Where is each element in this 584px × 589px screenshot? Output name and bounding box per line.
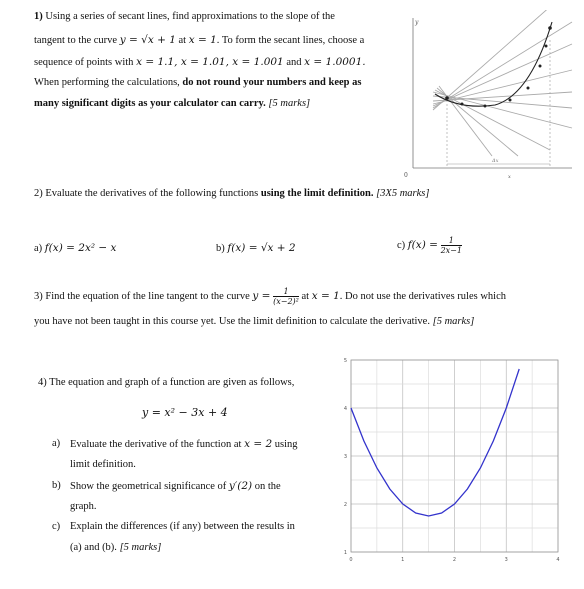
q4-chart-grid — [351, 360, 558, 552]
q3-math-x: x = 1 — [311, 289, 340, 302]
q1-line1 — [34, 10, 335, 24]
secant-point-3 — [509, 99, 512, 102]
q1-text-2c: . To form the secant lines, choose a — [216, 35, 365, 46]
secant-y-label: y — [415, 19, 419, 26]
q1-text-2a: tangent to the curve — [34, 35, 120, 46]
y-tick-label: 5 — [343, 358, 347, 364]
q2-part-a — [34, 241, 116, 256]
q4-function-chart — [340, 354, 572, 572]
q3-frac-num: 1 — [273, 287, 299, 297]
secant-point-4 — [527, 87, 530, 90]
x-tick-label: 0 — [349, 557, 353, 563]
q2-a-math: f(x) = 2x² − x — [44, 242, 117, 254]
q4-prompt: 4) The equation and graph of a function are given as follows, — [38, 377, 295, 388]
secant-figure — [400, 10, 576, 182]
secant-point-p — [445, 96, 449, 100]
secant-points — [445, 26, 552, 107]
q4-item-a-line2: limit definition. — [70, 459, 136, 470]
secant-point-5 — [539, 65, 542, 68]
secant-curve — [435, 22, 552, 106]
q2-text-bold: using the limit definition. — [260, 188, 374, 199]
q1-text-5-bold: many significant digits as your calculator can carry. — [34, 98, 266, 109]
q1-marks: [5 marks] — [268, 98, 311, 109]
q4-item-a-math: x = 2 — [244, 438, 273, 450]
q4-item-a — [52, 437, 298, 470]
y-tick-label: 3 — [343, 454, 347, 460]
secant-x-label: x — [508, 174, 511, 180]
q4-equation: y = x² − 3x + 4 — [142, 406, 228, 419]
q3-text-2: you have not been taught in this course yet. Use the limit definition to calculate the derivative. — [34, 316, 430, 327]
q3-text-c: . Do not use the derivatives rules which — [339, 290, 506, 302]
q4-item-c-line1: Explain the differences (if any) between the results in — [70, 521, 295, 532]
y-tick-label: 2 — [343, 502, 347, 508]
q2-b-label: b) — [216, 243, 225, 254]
x-tick-label: 4 — [556, 557, 560, 563]
q4-item-a-text: Evaluate the derivative of the function at — [70, 439, 245, 450]
q1-text-1: Using a series of secant lines, find approximations to the slope of the — [45, 11, 335, 22]
q4-item-b-line1 — [70, 479, 281, 494]
q1-number: 1) — [34, 11, 43, 22]
q1-line2 — [34, 33, 364, 48]
q1-math-seq-last: x = 1.0001. — [304, 56, 366, 68]
q2-b-math: f(x) = √x + 2 — [227, 242, 296, 254]
q4-item-b-text: Show the geometrical significance of — [70, 481, 229, 492]
q3-text-b: at — [298, 290, 312, 302]
q4-item-c-label: c) — [52, 521, 61, 532]
q4-chart-ticks — [344, 358, 560, 563]
q3-frac-den: (x−2)² — [273, 297, 299, 306]
secant-point-1 — [461, 103, 464, 106]
q4-item-a-label: a) — [52, 438, 61, 449]
q3-line1 — [34, 287, 506, 306]
q2-c-label: c) — [397, 239, 406, 251]
q3-marks: [5 marks] — [432, 316, 475, 327]
q2-a-label: a) — [34, 243, 43, 254]
q2-c-num: 1 — [441, 236, 462, 246]
q4-item-c — [52, 520, 295, 553]
q1-text-3b: and — [283, 57, 305, 68]
q2-c-fraction — [441, 236, 462, 255]
secant-origin-label: 0 — [404, 172, 408, 179]
secant-dx-label: Δx — [492, 158, 499, 164]
q4-item-b — [52, 479, 281, 512]
q1-text-3a: sequence of points with — [34, 57, 137, 68]
q1-line3 — [34, 55, 366, 70]
q2-part-c — [397, 236, 462, 255]
q4-item-b-line2: graph. — [70, 501, 97, 512]
q2-text: 2) Evaluate the derivatives of the following functions — [34, 188, 261, 199]
q3-text-a: 3) Find the equation of the line tangent to the curve — [34, 290, 253, 302]
q1-math-seq: x = 1.1, x = 1.01, x = 1.001 — [136, 56, 284, 68]
x-tick-label: 3 — [504, 557, 508, 563]
q1-text-2b: at — [175, 35, 189, 46]
q3-math-y: y = — [252, 289, 271, 302]
q2-prompt — [34, 187, 429, 201]
q4-chart-curve — [351, 369, 519, 516]
q1-text-4-bold: do not round your numbers and keep as — [182, 77, 362, 88]
q1-text-4: When performing the calculations, — [34, 77, 183, 88]
q1-line4 — [34, 76, 361, 90]
q2-part-b — [216, 241, 296, 256]
q4-item-a-text-b: using — [272, 439, 298, 450]
secant-lines — [433, 10, 572, 156]
secant-point-6 — [545, 45, 548, 48]
secant-point-q — [548, 26, 552, 30]
secant-line-1 — [433, 10, 552, 110]
y-tick-label: 1 — [343, 550, 347, 556]
secant-point-2 — [484, 105, 487, 108]
q4-marks: [5 marks] — [119, 542, 162, 553]
q4-item-b-label: b) — [52, 480, 61, 491]
q3-fraction — [273, 287, 299, 306]
secant-line-8 — [435, 90, 550, 150]
q4-item-a-line1 — [70, 437, 298, 452]
q1-line5 — [34, 97, 310, 111]
x-tick-label: 2 — [452, 557, 457, 563]
q4-item-b-text-b: on the — [252, 481, 281, 492]
q3-line2 — [34, 315, 474, 329]
secant-line-7 — [433, 92, 572, 128]
q2-c-den: 2x−1 — [440, 246, 462, 255]
q1-math-curve: y = √x + 1 — [119, 34, 176, 46]
q4-item-c-line2 — [70, 541, 161, 555]
secant-line-2 — [433, 22, 572, 108]
x-tick-label: 1 — [401, 557, 405, 563]
q2-marks: [3X5 marks] — [376, 188, 430, 199]
q2-c-math: f(x) = — [407, 238, 438, 251]
y-tick-label: 4 — [343, 406, 347, 412]
q4-item-b-math: y′(2) — [228, 480, 253, 492]
q4-item-c-text2: (a) and (b). — [70, 542, 117, 553]
q1-math-x1: x = 1 — [188, 34, 217, 46]
